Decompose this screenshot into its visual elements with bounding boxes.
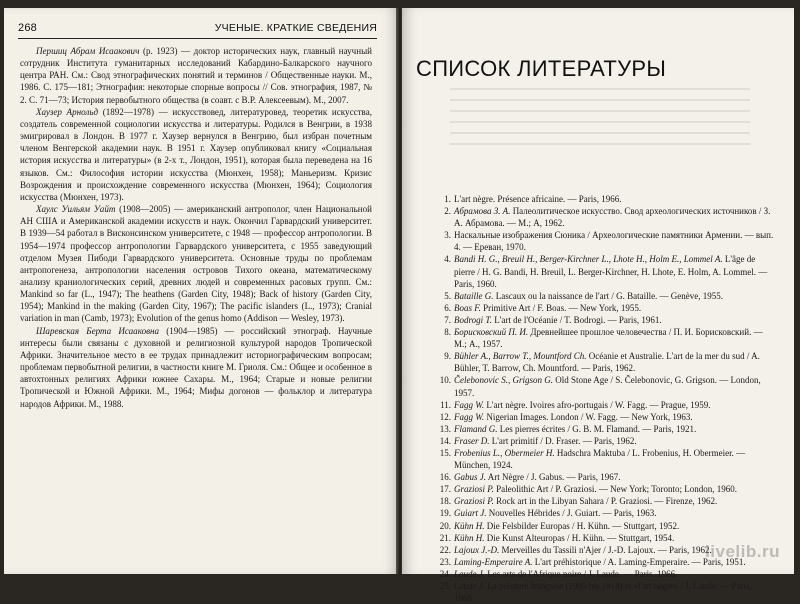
- item-author: Bühler A., Barrow T., Mountford Ch.: [454, 351, 587, 362]
- item-text: Old Stone Age / S. Čelebonovic, G. Grigson. — London, 1957.: [454, 375, 761, 398]
- item-author: Laming-Emperaire A.: [454, 556, 533, 567]
- item-number: 12.: [439, 411, 451, 422]
- item-number: 1.: [444, 194, 451, 204]
- item-text: L'art préhistorique / A. Laming-Emperaire. — Paris, 1951.: [532, 556, 746, 567]
- list-item: [412, 253, 774, 289]
- item-text: L'art nègre. Présence africaine. — Paris, 1966.: [454, 194, 622, 204]
- item-author: Kühn H.: [454, 520, 485, 531]
- item-author: Fraser D.: [454, 435, 490, 446]
- item-author: Gabus J.: [454, 472, 486, 483]
- item-number: 20.: [439, 520, 451, 531]
- item-author: Абрамова З. А.: [454, 206, 511, 217]
- item-text: Les pierres écrites / G. B. M. Flamand. — Paris, 1921.: [497, 423, 697, 434]
- list-item: [412, 205, 774, 229]
- item-text: Océanie et Australie. L'art de la mer du sud / A. Bühler, T. Barrow, Ch. Mountford. — Paris, 1962.: [454, 351, 760, 374]
- item-author: Laude J.: [454, 581, 485, 591]
- item-number: 6.: [444, 302, 451, 313]
- watermark-logo: livelib.ru: [705, 542, 780, 561]
- item-text: Die Felsbilder Europas / H. Kühn. — Stuttgart, 1952.: [484, 520, 680, 531]
- item-author: Guiart J.: [454, 508, 487, 519]
- list-item: [412, 423, 774, 435]
- item-number: 18.: [439, 496, 451, 507]
- item-text: L'art nègre. Ivoires afro-portugais / W. Fagg. — Prague, 1959.: [484, 399, 711, 410]
- list-item: [412, 411, 774, 423]
- item-text: Древнейшее прошлое человечества / П. И. Борисковский. — М.; А., 1957.: [454, 327, 763, 350]
- item-author: Bodrogi T.: [454, 314, 493, 325]
- item-text: Палеолитическое искусство. Свод археологических источников / З. А. Абрамова. — М.; А, 1962.: [454, 206, 771, 229]
- item-number: 3.: [444, 230, 451, 241]
- item-number: 24.: [439, 568, 451, 579]
- item-author: Fagg W.: [454, 399, 485, 410]
- list-item: [412, 326, 774, 350]
- biography-entries: [20, 45, 372, 410]
- item-author: Bataille G.: [454, 290, 494, 301]
- item-number: 14.: [439, 435, 451, 446]
- list-item: [412, 193, 774, 205]
- person-name: Першиц Абрам Исаакович: [36, 46, 140, 56]
- header-rule: [18, 38, 377, 39]
- item-number: 23.: [439, 556, 451, 567]
- item-author: Boas F.: [454, 302, 481, 313]
- item-text: Merveilles du Tassili n'Ajer / J.-D. Lajoux. — Paris, 1962.: [499, 544, 712, 555]
- item-author: Kühn H.: [454, 532, 485, 543]
- item-text: Art Nègre / J. Gabus. — Paris, 1967.: [486, 472, 621, 483]
- entry-text: (р. 1923) — доктор исторических наук, главный научный сотрудник Института гуманитарных исследований Кабардино-Балкарского научного центра РАН. См.: Свод этнографических понятий и терминов / Общественные науки. М., 1986. С. 175—181; Этнография: некоторые спорные вопросы // Сов. этнография, 1987, № 2. С. 71—73; История первобытного общества (в соавт. с В.Р. Алексеевым). М., 2007.: [20, 46, 372, 105]
- item-number: 9.: [444, 351, 451, 362]
- page-number: 268: [18, 22, 37, 34]
- list-item: [412, 290, 774, 302]
- item-author: Fagg W.: [454, 411, 485, 422]
- list-item: [412, 471, 774, 483]
- biography-entry: [20, 203, 372, 325]
- item-number: 10.: [439, 375, 451, 386]
- page-title: СПИСОК ЛИТЕРАТУРЫ: [416, 56, 667, 81]
- item-number: 22.: [439, 544, 451, 555]
- item-author: Graziosi P.: [454, 484, 494, 495]
- item-text: Lascaux ou la naissance de l'art / G. Bataille. — Genève, 1955.: [493, 290, 724, 301]
- running-title: УЧЕНЫЕ. КРАТКИЕ СВЕДЕНИЯ: [214, 22, 377, 34]
- item-author: Frobenius L., Obermeier H.: [454, 447, 555, 458]
- list-item: [412, 314, 774, 326]
- item-number: 2.: [444, 206, 451, 217]
- list-item: [412, 435, 774, 447]
- item-text: Rock art in the Libyan Sahara / P. Graziosi. — Firenze, 1962.: [493, 496, 718, 507]
- item-author: Lajoux J.-D.: [454, 544, 500, 555]
- item-text: Nigerian Images. London / W. Fagg. — New York, 1963.: [484, 411, 693, 422]
- list-item: [412, 229, 774, 253]
- person-name: Хаузер Арнольд: [36, 106, 99, 117]
- list-item: [412, 520, 774, 532]
- item-number: 15.: [439, 447, 451, 458]
- list-item: [412, 350, 774, 374]
- person-name: Шаревская Берта Исааковна: [36, 325, 160, 336]
- item-text: Les arts de l'Afrique noire / J. Laude. — Paris, 1966.: [485, 568, 678, 579]
- show-through-shadow: [450, 88, 750, 148]
- item-author: Čelebonovic S., Grigson G.: [454, 375, 553, 386]
- item-number: 8.: [444, 327, 451, 338]
- list-item: [412, 399, 774, 411]
- item-number: 13.: [439, 423, 451, 434]
- item-text: Paleolithic Art / P. Graziosi. — New York; Toronto; London, 1960.: [493, 484, 738, 495]
- item-text: Primitive Art / F. Boas. — New York, 1955.: [480, 302, 642, 313]
- item-text: La peinture française (1905 bis 1914) et «l'art nègre» / J. Laude. — Paris, 1968.: [454, 581, 752, 604]
- list-item: [412, 495, 774, 507]
- item-number: 19.: [439, 508, 451, 519]
- list-item: [412, 483, 774, 495]
- item-text: L'âge de pierre / H. G. Bandi, H. Breuil, L. Berger-Kirchner, H. Lhote, E. Holm, A. Lommel. — Paris, 1960.: [454, 254, 768, 289]
- item-author: Bandi H. G., Breuil H., Berger-Kirchner L., Lhote H., Holm E., Lommel A.: [454, 254, 723, 265]
- item-number: 25.: [439, 581, 451, 591]
- list-item: [412, 447, 774, 471]
- item-text: Hadschra Maktuba / L. Frobenius, H. Obermeier. — München, 1924.: [454, 447, 746, 471]
- biography-entry: [20, 325, 372, 410]
- list-item: [412, 580, 774, 604]
- item-author: Graziosi P.: [454, 496, 494, 507]
- person-name: Хаулс Уильям Уайт: [36, 204, 116, 215]
- item-text: L'art primitif / D. Fraser. — Paris, 1962.: [489, 435, 637, 446]
- item-text: Наскальные изображения Сюника / Археологические памятники Армении. — вып. 4. — Ереван, 1970.: [454, 230, 774, 253]
- left-page: [4, 8, 399, 574]
- item-author: Борисковский П. И.: [454, 327, 529, 338]
- item-author: Flamand G.: [454, 423, 498, 434]
- item-author: Laude J.: [454, 568, 485, 579]
- biography-entry: [20, 45, 372, 106]
- list-item: [412, 302, 774, 314]
- right-page: [402, 8, 794, 604]
- entry-text: (1908—2005) — американский антрополог, член Национальной АН США и Американской академии искусств и наук. Окончил Гарвардский университет. В 1939—54 работал в Висконсинском университете, с 1948 — профессор антропологии. В 1954—1974 профессор антропологии Гарвардского университета, с 1955 заведующий отделом Музея Пибоди Гарвардского университета. Основные труды по проблемам антропогенеза, антропологии населения островов Тихого океана, математическому анализу краниологических серий, древних людей и современных расовых групп. См.: Mankind so far (L., 1947); The heathens (Garden City, 1948); Back of history (Garden City, 1954); Mankind in the making (Garden City, 1967); The pacific islanders (L., 1973); Cranial variation in man (Camb, 1973); Evolution of the genus homo (Addison — Wesley, 1973).: [20, 204, 372, 324]
- item-number: 5.: [444, 290, 451, 301]
- item-number: 4.: [444, 254, 451, 265]
- list-item: [412, 507, 774, 519]
- entry-text: (1892—1978) — искусствовед, литературовед, теоретик искусства, создатель современной социологии искусства и литературы. Родился в Венгрии, в 1938 эмигрировал в Лондон. В 1977 г. Хаузер вернулся в Венгрию, был избран почетным членом Венгерской академии наук. В 1951 г. Хаузер опубликовал книгу «Социальная история искусства и литературы» (в 2-х т., Лондон, 1951), которая была переведена на 16 языков. См.: Философия истории искусства (Мюнхен, 1958); Маньеризм. Кризис Возрождения и происхождение современного искусства (Мюнхен, 1964); Социология искусства (Мюнхен, 1973).: [20, 106, 372, 202]
- entry-text: (1904—1985) — российский этнограф. Научные интересы были связаны с духовной и религиозной культурой народов Тропической Африки. Значительное место в ее трудах принадлежит историографическим вопросам; проблемам первобытной религии, в частности книге М. Гриоля. См.: Общее и особенное в автохтонных религиях Африки южнее Сахары. М., 1964; Старые и новые религии Тропической и Южной Африки. М., 1964; Мифы догонов — фольклор и литература народов Африки. М., 1988.: [20, 325, 372, 409]
- biography-entry: [20, 106, 372, 203]
- item-text: Nouvelles Hébrides / J. Guiart. — Paris, 1963.: [486, 508, 657, 519]
- item-number: 17.: [439, 484, 451, 495]
- item-text: L'art de l'Océanie / T. Bodrogi. — Paris, 1961.: [492, 314, 662, 325]
- list-item: [412, 374, 774, 398]
- list-item: [412, 568, 774, 580]
- item-number: 11.: [440, 399, 451, 410]
- item-text: Die Kunst Alteuropas / H. Kühn. — Stuttgart, 1954.: [484, 532, 675, 543]
- item-number: 21.: [439, 532, 451, 543]
- item-number: 16.: [439, 472, 451, 483]
- item-number: 7.: [444, 314, 451, 325]
